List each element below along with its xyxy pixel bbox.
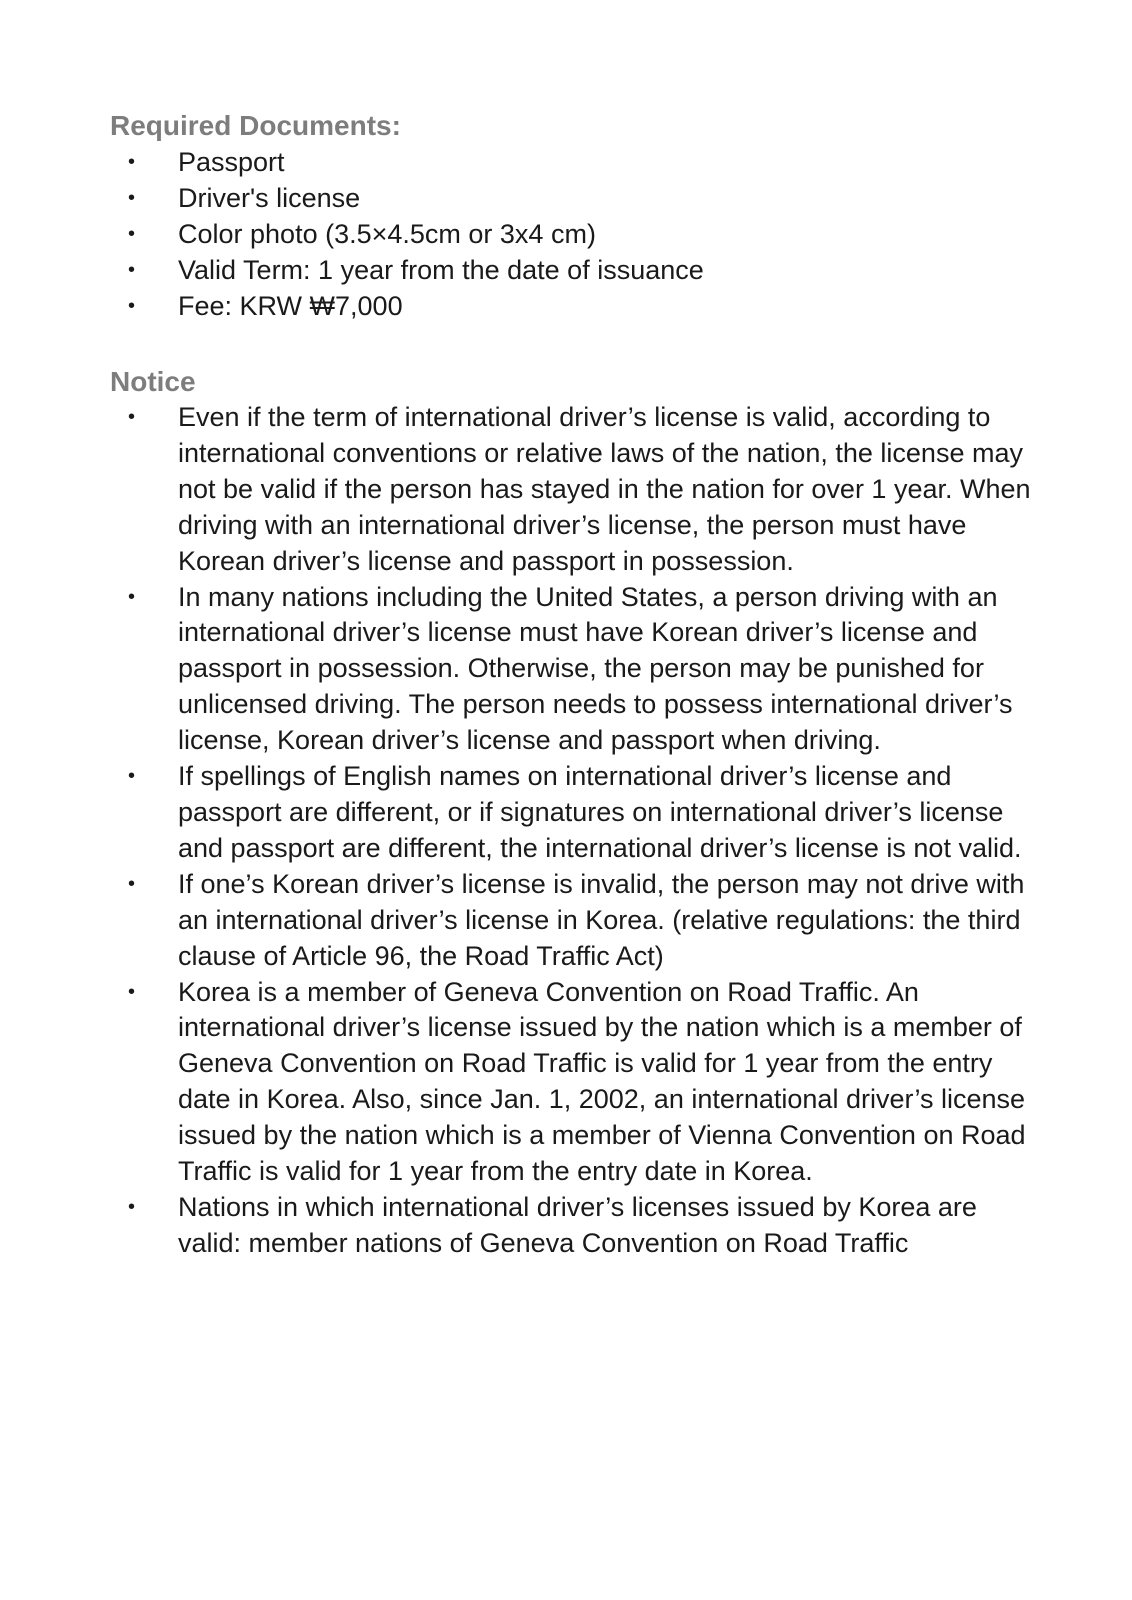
list-item xyxy=(0,975,1132,1190)
list-item xyxy=(0,580,1132,760)
list-item xyxy=(0,759,1132,867)
list-item xyxy=(0,867,1132,975)
bullet-icon: • xyxy=(128,585,136,608)
list-item xyxy=(0,400,1132,580)
required-documents-heading: Required Documents: xyxy=(110,110,401,141)
list-item-text: Nations in which international driver’s licenses issued by Korea are valid: member nations of Geneva Convention on Road Traffic xyxy=(178,1191,977,1258)
list-item-text: Passport xyxy=(178,147,285,177)
bullet-icon: • xyxy=(128,406,136,428)
bullet-icon: • xyxy=(128,186,136,209)
list-item-text: In many nations including the United States, a person driving with an international driver’s license must have Korean driver’s license and passport in possession. Otherwise, the person may be punished for unlicensed driving. The person needs to possess international driver’s license, Korean driver’s license and passport when driving. xyxy=(178,581,1013,756)
required-documents-list xyxy=(0,145,1132,325)
list-item-text: If one’s Korean driver’s license is invalid, the person may not drive with an international driver’s license in Korea. (relative regulations: the third clause of Article 96, the Road Traffic Act) xyxy=(178,868,1025,971)
bullet-icon: • xyxy=(128,222,136,245)
notice-heading: Notice xyxy=(110,366,196,397)
bullet-icon: • xyxy=(128,258,136,281)
bullet-icon: • xyxy=(128,1195,136,1218)
list-item xyxy=(0,145,1132,181)
bullet-icon: • xyxy=(128,151,136,173)
list-item-text: Valid Term: 1 year from the date of issuance xyxy=(178,254,704,285)
list-item-text: If spellings of English names on international driver’s license and passport are different, or if signatures on international driver’s license and passport are different, the international driver’s license is not valid. xyxy=(178,761,1022,863)
bullet-icon: • xyxy=(128,765,136,788)
list-item xyxy=(0,253,1132,289)
list-item-text: Even if the term of international driver’s license is valid, according to international conventions or relative laws of the nation, the license may not be valid if the person has stayed in the nation for over 1 year. When driving with an international driver’s license, the person must have Korean driver’s license and passport in possession. xyxy=(178,402,1031,576)
list-item-text: Korea is a member of Geneva Convention on Road Traffic. An international driver’s license issued by the nation which is a member of Geneva Convention on Road Traffic is valid for 1 year from the entry date in Korea. Also, since Jan. 1, 2002, an international driver’s license issued by the nation which is a member of Vienna Convention on Road Traffic is valid for 1 year from the entry date in Korea. xyxy=(178,976,1026,1187)
notice-list xyxy=(0,400,1132,1262)
list-item xyxy=(0,181,1132,217)
list-item xyxy=(0,217,1132,253)
list-item-text: Driver's license xyxy=(178,182,361,213)
bullet-icon: • xyxy=(128,872,136,895)
bullet-icon: • xyxy=(128,980,136,1003)
list-item xyxy=(0,1190,1132,1262)
list-item-text: Fee: KRW ₩7,000 xyxy=(178,290,403,321)
list-item-text: Color photo (3.5×4.5cm or 3x4 cm) xyxy=(178,218,596,249)
bullet-icon: • xyxy=(128,294,136,317)
list-item xyxy=(0,289,1132,325)
